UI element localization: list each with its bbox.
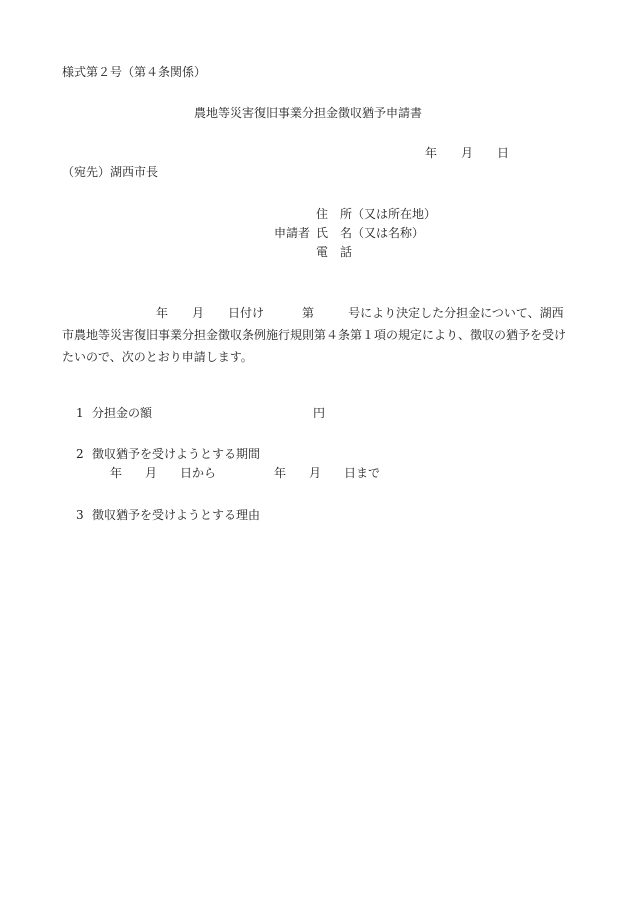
phone-label: 電 話 xyxy=(316,245,353,259)
item-2-number: 2 xyxy=(76,447,84,461)
address-label: 住 所（又は所在地） xyxy=(316,207,437,221)
item-3-label: 徴収猶予を受けようとする理由 xyxy=(92,508,261,522)
period-until-year: 年 xyxy=(274,466,287,480)
body-dai-label: 第 xyxy=(302,306,315,320)
item-1-unit: 円 xyxy=(313,406,326,420)
item-1-number: 1 xyxy=(76,406,84,420)
item-1-label: 分担金の額 xyxy=(92,406,153,420)
period-until-month: 月 xyxy=(309,466,322,480)
addressee: （宛先）湖西市長 xyxy=(62,165,159,179)
item-2-label: 徴収猶予を受けようとする期間 xyxy=(92,447,261,461)
body-month-label: 月 xyxy=(192,306,205,320)
body-paragraph xyxy=(62,302,570,368)
date-day-label: 日 xyxy=(497,146,510,160)
item-3-number: 3 xyxy=(76,508,84,522)
form-number: 様式第２号（第４条関係） xyxy=(62,65,207,79)
date-month-label: 月 xyxy=(461,146,474,160)
page-title: 農地等災害復旧事業分担金徴収猶予申請書 xyxy=(194,106,423,120)
period-from-month: 月 xyxy=(145,466,158,480)
body-text: 号により決定した分担金について、湖西市農地等災害復旧事業分担金徴収条例施行規則第４条第１項の規定により、徴収の猶予を受けたいので、次のとおり申請します。 xyxy=(62,306,567,364)
applicant-label: 申請者 xyxy=(274,226,311,240)
body-dated-label: 日付け xyxy=(228,306,265,320)
period-from-year: 年 xyxy=(110,466,123,480)
period-until-day: 日まで xyxy=(344,466,381,480)
date-year-label: 年 xyxy=(425,146,438,160)
period-from-day: 日から xyxy=(180,466,217,480)
body-year-label: 年 xyxy=(156,306,169,320)
name-label: 氏 名（又は名称） xyxy=(316,226,425,240)
